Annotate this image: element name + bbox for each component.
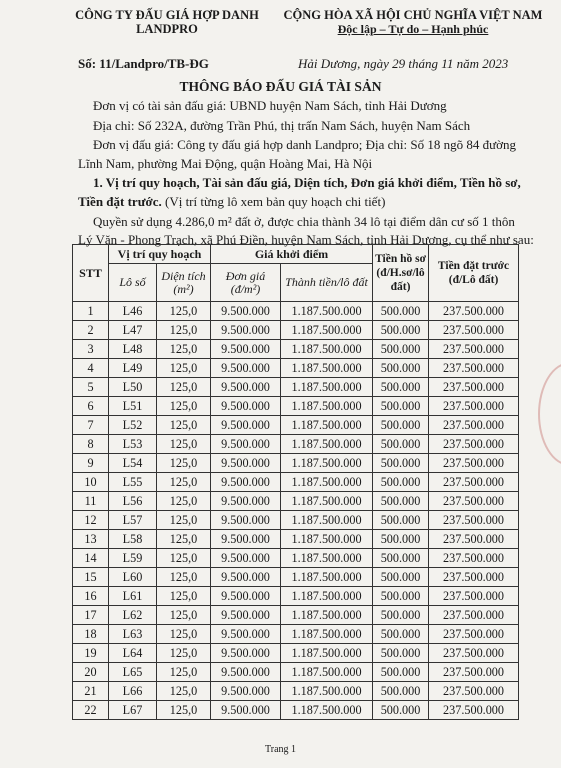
cell-amount: 1.187.500.000 xyxy=(281,549,373,568)
cell-deposit: 237.500.000 xyxy=(429,397,519,416)
cell-deposit: 237.500.000 xyxy=(429,530,519,549)
table-row xyxy=(73,321,519,340)
cell-deposit: 237.500.000 xyxy=(429,359,519,378)
cell-area: 125,0 xyxy=(157,473,211,492)
cell-fee: 500.000 xyxy=(373,682,429,701)
cell-stt: 3 xyxy=(73,340,109,359)
table-row xyxy=(73,587,519,606)
col-header-stt: STT xyxy=(73,245,109,302)
cell-area: 125,0 xyxy=(157,492,211,511)
cell-unit-price: 9.500.000 xyxy=(211,492,281,511)
cell-area: 125,0 xyxy=(157,454,211,473)
cell-fee: 500.000 xyxy=(373,644,429,663)
cell-stt: 2 xyxy=(73,321,109,340)
cell-lot: L46 xyxy=(109,302,157,321)
cell-area: 125,0 xyxy=(157,606,211,625)
cell-lot: L48 xyxy=(109,340,157,359)
cell-area: 125,0 xyxy=(157,644,211,663)
cell-unit-price: 9.500.000 xyxy=(211,359,281,378)
cell-fee: 500.000 xyxy=(373,549,429,568)
cell-area: 125,0 xyxy=(157,416,211,435)
cell-area: 125,0 xyxy=(157,359,211,378)
cell-lot: L64 xyxy=(109,644,157,663)
table-row xyxy=(73,340,519,359)
table-row xyxy=(73,701,519,720)
table-row xyxy=(73,530,519,549)
cell-stt: 16 xyxy=(73,587,109,606)
cell-fee: 500.000 xyxy=(373,340,429,359)
table-row xyxy=(73,511,519,530)
table-row xyxy=(73,302,519,321)
cell-stt: 18 xyxy=(73,625,109,644)
section-1-note: (Vị trí từng lô xem bản quy hoạch chi tiết) xyxy=(161,194,386,209)
cell-deposit: 237.500.000 xyxy=(429,492,519,511)
cell-fee: 500.000 xyxy=(373,492,429,511)
cell-stt: 13 xyxy=(73,530,109,549)
cell-deposit: 237.500.000 xyxy=(429,549,519,568)
cell-unit-price: 9.500.000 xyxy=(211,549,281,568)
org-header xyxy=(62,8,272,36)
cell-area: 125,0 xyxy=(157,568,211,587)
cell-lot: L66 xyxy=(109,682,157,701)
cell-fee: 500.000 xyxy=(373,359,429,378)
col-header-amount: Thành tiền/lô đất xyxy=(281,264,373,302)
cell-deposit: 237.500.000 xyxy=(429,663,519,682)
cell-fee: 500.000 xyxy=(373,302,429,321)
cell-deposit: 237.500.000 xyxy=(429,321,519,340)
asset-owner-line: Đơn vị có tài sản đấu giá: UBND huyện Nam Sách, tỉnh Hải Dương xyxy=(93,98,447,113)
cell-area: 125,0 xyxy=(157,682,211,701)
cell-lot: L61 xyxy=(109,587,157,606)
cell-unit-price: 9.500.000 xyxy=(211,682,281,701)
land-description-line-2: Lý Văn - Phong Trạch, xã Phú Điền, huyện Nam Sách, tỉnh Hải Dương, cụ thể như sau: xyxy=(78,232,534,247)
cell-area: 125,0 xyxy=(157,302,211,321)
cell-stt: 20 xyxy=(73,663,109,682)
auctioneer-address-line: Lĩnh Nam, phường Mai Động, quận Hoàng Mai, Hà Nội xyxy=(78,156,373,171)
table-row xyxy=(73,606,519,625)
cell-amount: 1.187.500.000 xyxy=(281,663,373,682)
official-stamp xyxy=(538,362,561,466)
cell-stt: 4 xyxy=(73,359,109,378)
cell-deposit: 237.500.000 xyxy=(429,416,519,435)
cell-fee: 500.000 xyxy=(373,511,429,530)
cell-stt: 17 xyxy=(73,606,109,625)
cell-unit-price: 9.500.000 xyxy=(211,701,281,720)
page-number: Trang 1 xyxy=(264,744,297,755)
cell-area: 125,0 xyxy=(157,587,211,606)
cell-lot: L67 xyxy=(109,701,157,720)
table-row xyxy=(73,549,519,568)
cell-lot: L49 xyxy=(109,359,157,378)
cell-fee: 500.000 xyxy=(373,416,429,435)
cell-amount: 1.187.500.000 xyxy=(281,644,373,663)
cell-stt: 9 xyxy=(73,454,109,473)
cell-fee: 500.000 xyxy=(373,587,429,606)
owner-address-line: Địa chỉ: Số 232A, đường Trần Phú, thị trấn Nam Sách, huyện Nam Sách xyxy=(93,118,471,133)
cell-amount: 1.187.500.000 xyxy=(281,473,373,492)
table-row xyxy=(73,416,519,435)
cell-amount: 1.187.500.000 xyxy=(281,701,373,720)
cell-amount: 1.187.500.000 xyxy=(281,340,373,359)
cell-stt: 21 xyxy=(73,682,109,701)
cell-fee: 500.000 xyxy=(373,454,429,473)
cell-stt: 19 xyxy=(73,644,109,663)
cell-stt: 5 xyxy=(73,378,109,397)
cell-deposit: 237.500.000 xyxy=(429,587,519,606)
cell-fee: 500.000 xyxy=(373,397,429,416)
nation-title: CỘNG HÒA XÃ HỘI CHỦ NGHĨA VIỆT NAM xyxy=(283,8,543,22)
cell-unit-price: 9.500.000 xyxy=(211,663,281,682)
cell-amount: 1.187.500.000 xyxy=(281,568,373,587)
cell-amount: 1.187.500.000 xyxy=(281,321,373,340)
cell-lot: L52 xyxy=(109,416,157,435)
cell-unit-price: 9.500.000 xyxy=(211,435,281,454)
cell-lot: L54 xyxy=(109,454,157,473)
cell-deposit: 237.500.000 xyxy=(429,625,519,644)
cell-stt: 10 xyxy=(73,473,109,492)
col-header-location: Vị trí quy hoạch xyxy=(109,245,211,264)
cell-unit-price: 9.500.000 xyxy=(211,302,281,321)
cell-lot: L55 xyxy=(109,473,157,492)
cell-area: 125,0 xyxy=(157,378,211,397)
cell-stt: 6 xyxy=(73,397,109,416)
document-number: Số: 11/Landpro/TB-ĐG xyxy=(78,56,209,71)
cell-amount: 1.187.500.000 xyxy=(281,378,373,397)
cell-amount: 1.187.500.000 xyxy=(281,416,373,435)
cell-lot: L50 xyxy=(109,378,157,397)
cell-area: 125,0 xyxy=(157,530,211,549)
cell-deposit: 237.500.000 xyxy=(429,340,519,359)
cell-fee: 500.000 xyxy=(373,321,429,340)
table-row xyxy=(73,378,519,397)
cell-deposit: 237.500.000 xyxy=(429,454,519,473)
cell-amount: 1.187.500.000 xyxy=(281,454,373,473)
col-header-unit-price: Đơn giá (đ/m²) xyxy=(211,264,281,302)
cell-fee: 500.000 xyxy=(373,568,429,587)
section-1-heading-cont xyxy=(78,194,385,210)
cell-stt: 8 xyxy=(73,435,109,454)
table-row xyxy=(73,663,519,682)
cell-unit-price: 9.500.000 xyxy=(211,397,281,416)
table-body xyxy=(73,302,519,720)
table-row xyxy=(73,435,519,454)
cell-unit-price: 9.500.000 xyxy=(211,511,281,530)
cell-fee: 500.000 xyxy=(373,473,429,492)
page-title: THÔNG BÁO ĐẤU GIÁ TÀI SẢN xyxy=(179,79,382,94)
cell-deposit: 237.500.000 xyxy=(429,682,519,701)
cell-fee: 500.000 xyxy=(373,530,429,549)
cell-fee: 500.000 xyxy=(373,378,429,397)
cell-fee: 500.000 xyxy=(373,606,429,625)
col-header-area: Diện tích (m²) xyxy=(157,264,211,302)
cell-unit-price: 9.500.000 xyxy=(211,644,281,663)
cell-amount: 1.187.500.000 xyxy=(281,530,373,549)
cell-lot: L59 xyxy=(109,549,157,568)
col-header-deposit: Tiền đặt trước (đ/Lô đất) xyxy=(429,245,519,302)
table-row xyxy=(73,492,519,511)
section-1-heading-tail: Tiền đặt trước. xyxy=(78,194,162,209)
cell-lot: L63 xyxy=(109,625,157,644)
col-header-start-price: Giá khởi điểm xyxy=(211,245,373,264)
section-1-heading: 1. Vị trí quy hoạch, Tài sản đấu giá, Diện tích, Đơn giá khởi điểm, Tiền hồ sơ, xyxy=(93,175,521,190)
cell-area: 125,0 xyxy=(157,321,211,340)
national-header xyxy=(282,8,544,36)
cell-amount: 1.187.500.000 xyxy=(281,397,373,416)
cell-unit-price: 9.500.000 xyxy=(211,378,281,397)
cell-amount: 1.187.500.000 xyxy=(281,587,373,606)
cell-fee: 500.000 xyxy=(373,625,429,644)
nation-motto: Độc lập – Tự do – Hạnh phúc xyxy=(337,22,489,36)
cell-area: 125,0 xyxy=(157,340,211,359)
auction-lots-table xyxy=(72,244,519,720)
table-row xyxy=(73,625,519,644)
table-row xyxy=(73,682,519,701)
table-row xyxy=(73,359,519,378)
table-row xyxy=(73,397,519,416)
cell-lot: L57 xyxy=(109,511,157,530)
col-header-fee: Tiền hồ sơ (đ/H.sơ/lô đất) xyxy=(373,245,429,302)
cell-deposit: 237.500.000 xyxy=(429,302,519,321)
cell-lot: L47 xyxy=(109,321,157,340)
cell-stt: 12 xyxy=(73,511,109,530)
cell-amount: 1.187.500.000 xyxy=(281,302,373,321)
cell-fee: 500.000 xyxy=(373,663,429,682)
cell-unit-price: 9.500.000 xyxy=(211,321,281,340)
cell-amount: 1.187.500.000 xyxy=(281,492,373,511)
cell-amount: 1.187.500.000 xyxy=(281,606,373,625)
cell-deposit: 237.500.000 xyxy=(429,473,519,492)
cell-area: 125,0 xyxy=(157,435,211,454)
cell-area: 125,0 xyxy=(157,701,211,720)
cell-lot: L60 xyxy=(109,568,157,587)
cell-deposit: 237.500.000 xyxy=(429,568,519,587)
cell-lot: L53 xyxy=(109,435,157,454)
cell-unit-price: 9.500.000 xyxy=(211,340,281,359)
cell-area: 125,0 xyxy=(157,663,211,682)
cell-area: 125,0 xyxy=(157,397,211,416)
cell-area: 125,0 xyxy=(157,625,211,644)
table-row xyxy=(73,454,519,473)
cell-amount: 1.187.500.000 xyxy=(281,625,373,644)
cell-amount: 1.187.500.000 xyxy=(281,435,373,454)
cell-unit-price: 9.500.000 xyxy=(211,473,281,492)
cell-deposit: 237.500.000 xyxy=(429,644,519,663)
cell-amount: 1.187.500.000 xyxy=(281,511,373,530)
cell-lot: L65 xyxy=(109,663,157,682)
document-date: Hải Dương, ngày 29 tháng 11 năm 2023 xyxy=(298,56,509,71)
cell-fee: 500.000 xyxy=(373,435,429,454)
cell-deposit: 237.500.000 xyxy=(429,606,519,625)
cell-lot: L62 xyxy=(109,606,157,625)
cell-area: 125,0 xyxy=(157,549,211,568)
table-row xyxy=(73,644,519,663)
cell-unit-price: 9.500.000 xyxy=(211,454,281,473)
cell-amount: 1.187.500.000 xyxy=(281,682,373,701)
table-row xyxy=(73,473,519,492)
cell-unit-price: 9.500.000 xyxy=(211,416,281,435)
cell-unit-price: 9.500.000 xyxy=(211,530,281,549)
cell-unit-price: 9.500.000 xyxy=(211,606,281,625)
cell-deposit: 237.500.000 xyxy=(429,511,519,530)
cell-area: 125,0 xyxy=(157,511,211,530)
org-name-short: LANDPRO xyxy=(136,22,198,36)
cell-stt: 7 xyxy=(73,416,109,435)
cell-lot: L58 xyxy=(109,530,157,549)
cell-stt: 14 xyxy=(73,549,109,568)
cell-stt: 22 xyxy=(73,701,109,720)
cell-deposit: 237.500.000 xyxy=(429,701,519,720)
cell-amount: 1.187.500.000 xyxy=(281,359,373,378)
cell-unit-price: 9.500.000 xyxy=(211,587,281,606)
cell-stt: 15 xyxy=(73,568,109,587)
cell-unit-price: 9.500.000 xyxy=(211,625,281,644)
cell-fee: 500.000 xyxy=(373,701,429,720)
cell-stt: 1 xyxy=(73,302,109,321)
cell-unit-price: 9.500.000 xyxy=(211,568,281,587)
cell-deposit: 237.500.000 xyxy=(429,378,519,397)
cell-lot: L51 xyxy=(109,397,157,416)
auctioneer-line: Đơn vị đấu giá: Công ty đấu giá hợp danh Landpro; Địa chỉ: Số 18 ngõ 84 đường xyxy=(93,137,517,152)
org-name: CÔNG TY ĐẤU GIÁ HỢP DANH xyxy=(75,8,259,22)
cell-stt: 11 xyxy=(73,492,109,511)
col-header-lot: Lô số xyxy=(109,264,157,302)
land-description-line: Quyền sử dụng 4.286,0 m² đất ở, được chia thành 34 lô tại điểm dân cư số 1 thôn xyxy=(93,214,515,229)
table-row xyxy=(73,568,519,587)
cell-deposit: 237.500.000 xyxy=(429,435,519,454)
cell-lot: L56 xyxy=(109,492,157,511)
